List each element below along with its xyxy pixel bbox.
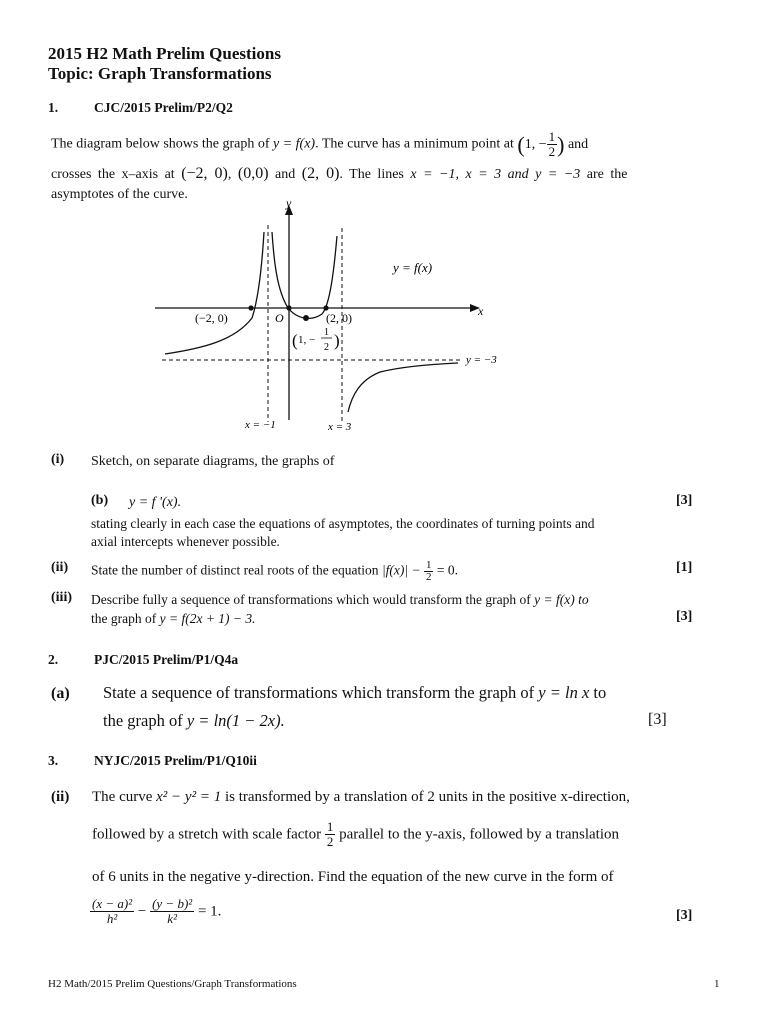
svg-text:): ) <box>334 331 340 350</box>
curve-label: y = f(x) <box>393 260 433 275</box>
q1-b-mark: [3] <box>676 493 693 508</box>
footer-page-number: 1 <box>714 978 720 990</box>
q1-iii-label: (iii) <box>51 590 72 605</box>
origin-label: O <box>275 311 284 325</box>
point-minimum <box>303 315 309 321</box>
curve-right-branch <box>348 363 458 412</box>
q1-b-text2: axial intercepts whenever possible. <box>91 534 280 549</box>
svg-text:(: ( <box>292 331 298 350</box>
q3-line3: of 6 units in the negative y-direction. Find the equation of the new curve in the form of <box>92 869 614 885</box>
point-2-0 <box>323 305 328 310</box>
q1-intro-line3: asymptotes of the curve. <box>51 187 188 202</box>
q1-intro-line1: The diagram below shows the graph of y = f(x). The curve has a minimum point at (1, − $\frac{1}{2}$ ) and <box>51 129 589 159</box>
curve-middle-branch <box>272 232 337 318</box>
page-title: 2015 H2 Math Prelim Questions <box>48 44 281 63</box>
asymptote-x2-label: x = 3 <box>328 421 352 433</box>
curve-left-branch <box>165 232 264 354</box>
q1-b-label: (b) <box>91 493 109 508</box>
q3-source: NYJC/2015 Prelim/P1/Q10ii <box>94 753 257 768</box>
q1-ii-mark: [1] <box>676 560 693 575</box>
asymptote-y-label: y = −3 <box>466 354 497 366</box>
q1-intro-line2: crosses the x–axis at (−2, 0), (0,0) and (2, 0). The lines x = −1, x = 3 and y = −3 are the <box>51 165 628 182</box>
q1-i-label: (i) <box>51 452 65 467</box>
q3-mark: [3] <box>676 908 693 923</box>
q2-number: 2. <box>48 652 59 667</box>
q3-line1: The curve x² − y² = 1 is transformed by a translation of 2 units in the positive x-direction, <box>92 789 630 805</box>
q1-eq-y-fx: y = f(x) <box>273 136 316 152</box>
q2-a-line1: State a sequence of transformations which transform the graph of y = ln x to <box>103 683 607 702</box>
q2-a-label: (a) <box>51 685 70 702</box>
q3-number: 3. <box>48 753 59 768</box>
q2-source: PJC/2015 Prelim/P1/Q4a <box>94 652 239 667</box>
page-topic: Topic: Graph Transformations <box>48 64 272 83</box>
q1-b-text1: stating clearly in each case the equations of asymptotes, the coordinates of turning points and <box>91 516 595 531</box>
q1-i-text: Sketch, on separate diagrams, the graphs of <box>91 454 335 469</box>
point-origin <box>286 305 291 310</box>
footer-text: H2 Math/2015 Prelim Questions/Graph Transformations <box>48 978 297 990</box>
q1-iii-text1: Describe fully a sequence of transformations which would transform the graph of y = f(x) to <box>91 592 589 607</box>
q1-number: 1. <box>48 100 59 115</box>
asymptote-x1-label: x = −1 <box>245 419 276 431</box>
point-minus2-0 <box>248 305 253 310</box>
point-left-label: (−2, 0) <box>195 311 228 325</box>
q1-min-frac: $\frac{1}{2}$ <box>548 129 556 159</box>
point-right-label: (2, 0) <box>326 311 352 325</box>
q1-min-point: ( <box>517 132 525 157</box>
q1-ii-label: (ii) <box>51 560 69 575</box>
q3-ii-label: (ii) <box>51 789 70 805</box>
q1-b-eq: y = f '(x). <box>129 495 182 510</box>
q2-a-line2: the graph of y = ln(1 − 2x). <box>103 711 285 730</box>
q3-line2: followed by a stretch with scale factor $\frac{1}{2}$ parallel to the y-axis, followed by a translation <box>92 819 620 849</box>
min-label-num: 1 <box>324 327 329 338</box>
min-label-den: 2 <box>324 342 329 353</box>
min-label: 1, − <box>298 334 316 346</box>
y-axis-label: y <box>286 196 292 210</box>
q2-a-mark: [3] <box>648 711 667 728</box>
q1-iii-mark: [3] <box>676 609 693 624</box>
q3-equation-form: $\frac{\text{(x − a)²}}{\text{h²}}$ − $\frac{\text{(y − b)²}}{\text{k²}}$ = 1. <box>92 896 222 926</box>
x-axis-label: x <box>478 304 484 318</box>
q1-ii-text: State the number of distinct real roots of the equation |f(x)| − $\frac{1}{2}$ = 0. <box>91 559 458 583</box>
q1-source: CJC/2015 Prelim/P2/Q2 <box>94 100 233 115</box>
q1-iii-text2: the graph of y = f(2x + 1) − 3. <box>91 611 256 626</box>
